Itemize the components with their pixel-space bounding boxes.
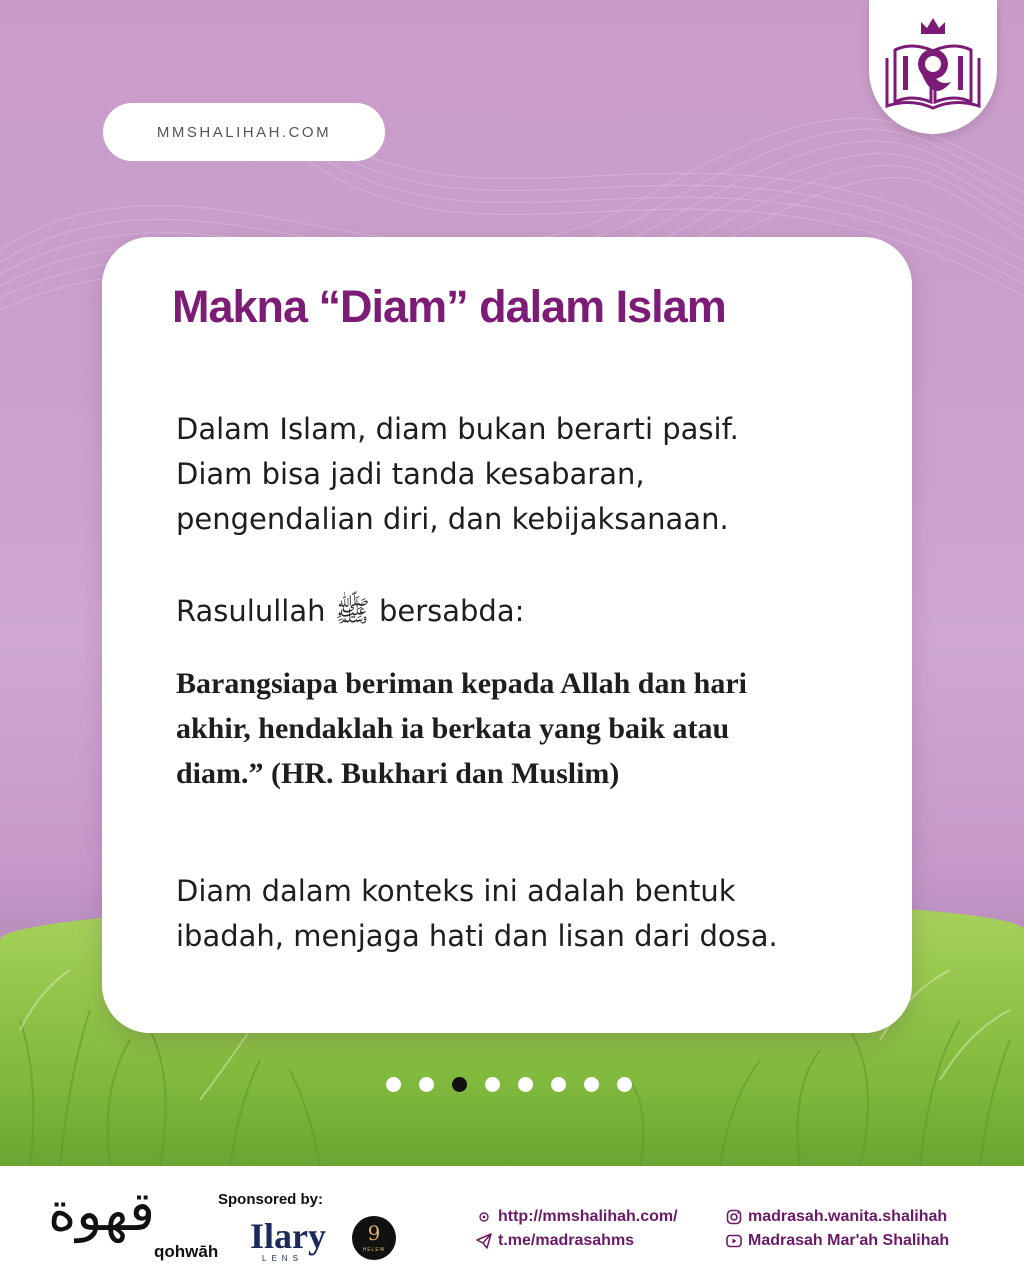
instagram-link[interactable] bbox=[726, 1208, 947, 1226]
website-text: http://mmshalihah.com/ bbox=[498, 1208, 678, 1225]
site-url-pill[interactable] bbox=[103, 103, 385, 161]
youtube-text: Madrasah Mar'ah Shalihah bbox=[748, 1232, 950, 1249]
closing-paragraph bbox=[176, 869, 876, 959]
page-title: Makna “Diam” dalam Islam bbox=[172, 281, 726, 332]
carousel-indicator bbox=[386, 1077, 632, 1093]
carousel-dot[interactable] bbox=[617, 1077, 632, 1092]
intro-line: Dalam Islam, diam bukan berarti pasif. bbox=[176, 412, 739, 446]
helew-logo-glyph: 9 bbox=[367, 1221, 381, 1245]
telegram-link[interactable] bbox=[476, 1232, 634, 1250]
hadith-intro bbox=[176, 589, 876, 634]
telegram-text: t.me/madrasahms bbox=[498, 1232, 635, 1249]
carousel-dot[interactable] bbox=[551, 1077, 566, 1092]
carousel-dot-active[interactable] bbox=[452, 1077, 467, 1092]
carousel-dot[interactable] bbox=[386, 1077, 401, 1092]
helew-logo bbox=[352, 1216, 396, 1260]
carousel-dot[interactable] bbox=[485, 1077, 500, 1092]
ilary-logo: Ilary bbox=[250, 1216, 326, 1256]
sponsored-by-label: Sponsored by: bbox=[218, 1191, 324, 1208]
quote-line: Barangsiapa beriman kepada Allah dan hari bbox=[176, 667, 747, 700]
instagram-icon bbox=[726, 1209, 742, 1225]
helew-logo-text: HELEW bbox=[362, 1247, 386, 1253]
site-url-label: MMSHALIHAH.COM bbox=[156, 123, 332, 141]
ilary-logo-sub: LENS bbox=[262, 1254, 303, 1263]
telegram-icon bbox=[476, 1233, 492, 1249]
quote-line: diam.” (HR. Bukhari dan Muslim) bbox=[176, 757, 620, 790]
carousel-dot[interactable] bbox=[518, 1077, 533, 1092]
crown-book-logo-icon bbox=[881, 12, 985, 112]
youtube-icon bbox=[726, 1233, 742, 1249]
youtube-link[interactable] bbox=[726, 1232, 949, 1250]
brand-logo bbox=[869, 0, 997, 134]
carousel-dot[interactable] bbox=[584, 1077, 599, 1092]
instagram-text: madrasah.wanita.shalihah bbox=[748, 1208, 948, 1225]
hadith-intro-text: Rasulullah ﷺ bersabda: bbox=[176, 594, 525, 628]
intro-line: Diam bisa jadi tanda kesabaran, bbox=[176, 457, 645, 491]
globe-icon bbox=[476, 1209, 492, 1225]
intro-paragraph bbox=[176, 407, 876, 542]
quote-line: akhir, hendaklah ia berkata yang baik atau bbox=[176, 712, 730, 745]
intro-line: pengendalian diri, dan kebijaksanaan. bbox=[176, 502, 729, 536]
carousel-dot[interactable] bbox=[419, 1077, 434, 1092]
content-card bbox=[102, 237, 912, 1033]
hadith-quote bbox=[176, 661, 856, 796]
closing-line: Diam dalam konteks ini adalah bentuk bbox=[176, 874, 736, 908]
website-link[interactable] bbox=[476, 1208, 678, 1226]
sponsor-logo-arabic: قهوة bbox=[48, 1180, 155, 1243]
sponsor-logo-latin: qohwāh bbox=[154, 1242, 219, 1261]
closing-line: ibadah, menjaga hati dan lisan dari dosa. bbox=[176, 919, 778, 953]
